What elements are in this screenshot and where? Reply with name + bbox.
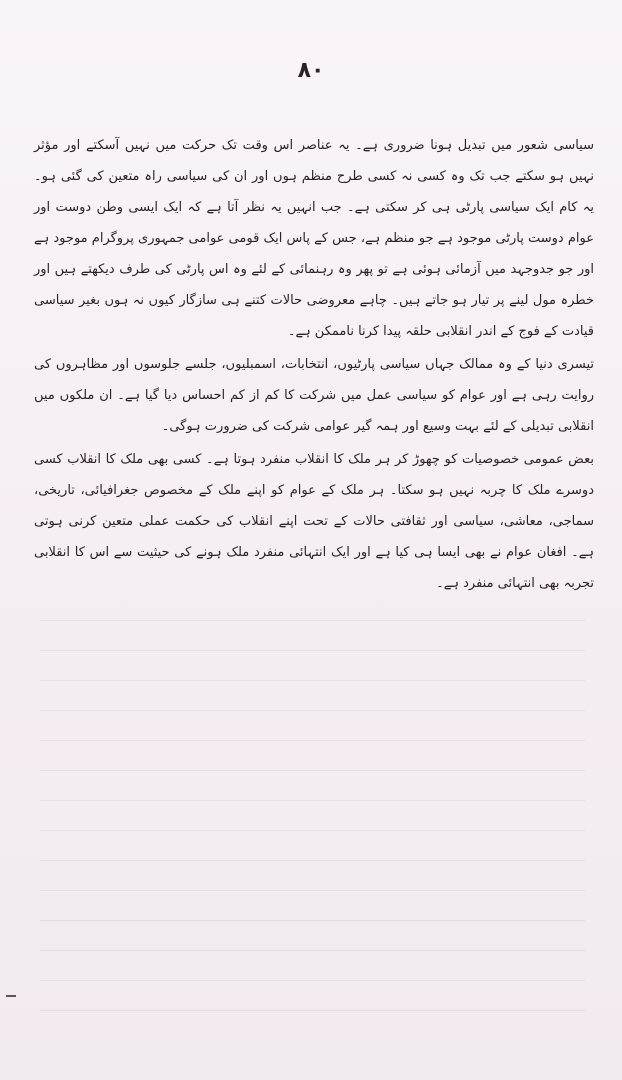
scan-edge-mark	[6, 995, 16, 997]
bleed-through-line	[40, 800, 585, 801]
bleed-through-line	[40, 650, 585, 651]
page-number: ۸۰	[297, 58, 325, 83]
bleed-through-line	[40, 980, 585, 981]
bleed-through-line	[40, 770, 585, 771]
page-body	[34, 130, 594, 601]
bleed-through-line	[40, 920, 585, 921]
bleed-through-line	[40, 1010, 585, 1011]
paragraph-third-world: تیسری دنیا کے وہ ممالک جہاں سیاسی پارٹیوں، انتخابات، اسمبلیوں، جلسے جلوسوں اور مظاہروں کی روایت رہی ہے اور عوام کو سیاسی عمل میں شرکت کا کم از کم احساس دیا گیا ہے۔ ان ملکوں میں انقلابی تبدیلی کے لئے بہت وسیع اور ہمہ گیر عوامی شرکت کی ضرورت ہوگی۔	[34, 357, 594, 434]
bleed-through-line	[40, 830, 585, 831]
bleed-through-line	[40, 740, 585, 741]
bleed-through-line	[40, 860, 585, 861]
bleed-through-line	[40, 620, 585, 621]
bleed-through-line	[40, 710, 585, 711]
bleed-through-line	[40, 950, 585, 951]
paragraph-unique-revolution: بعض عمومی خصوصیات کو چھوڑ کر ہر ملک کا انقلاب منفرد ہوتا ہے۔ کسی بھی ملک کا انقلاب کسی دوسرے ملک کا چربہ نہیں ہو سکتا۔ ہر ملک کے عوام کو اپنے ملک کے مخصوص جغرافیائی، تاریخی، سماجی، معاشی، سیاسی اور ثقافتی حالات کے تحت اپنے انقلاب کی حکمت عملی متعین کرنی ہوتی ہے۔ افغان عوام نے بھی ایسا ہی کیا ہے اور ایک انتہائی منفرد ملک ہونے کی حیثیت سے اس کا انقلابی تجربہ بھی انتہائی منفرد ہے۔	[34, 452, 594, 591]
bleed-through-line	[40, 680, 585, 681]
paragraph-political-party: سیاسی شعور میں تبدیل ہونا ضروری ہے۔ یہ عناصر اس وقت تک حرکت میں نہیں آسکتے اور مؤثر نہیں ہو سکتے جب تک وہ کسی نہ کسی طرح منظم ہوں اور ان کی سیاسی راہ متعین کی گئی ہو۔ یہ کام ایک سیاسی پارٹی ہی کر سکتی ہے۔ جب انہیں یہ نظر آتا ہے کہ ایک ایسی وطن دوست اور عوام دوست پارٹی موجود ہے جو منظم ہے، جس کے پاس ایک قومی عوامی جمہوری پروگرام موجود ہے اور جو جدوجہد میں آزمائی ہوئی ہے تو پھر وہ رہنمائی کے لئے وہ اس پارٹی کی طرف دیکھتے ہیں اور خطرہ مول لینے پر تیار ہو جاتے ہیں۔ چاہے معروضی حالات کتنے ہی سازگار کیوں نہ ہوں بغیر سیاسی قیادت کے فوج کے اندر انقلابی حلقہ پیدا کرنا ناممکن ہے۔	[34, 138, 594, 339]
bleed-through-line	[40, 890, 585, 891]
